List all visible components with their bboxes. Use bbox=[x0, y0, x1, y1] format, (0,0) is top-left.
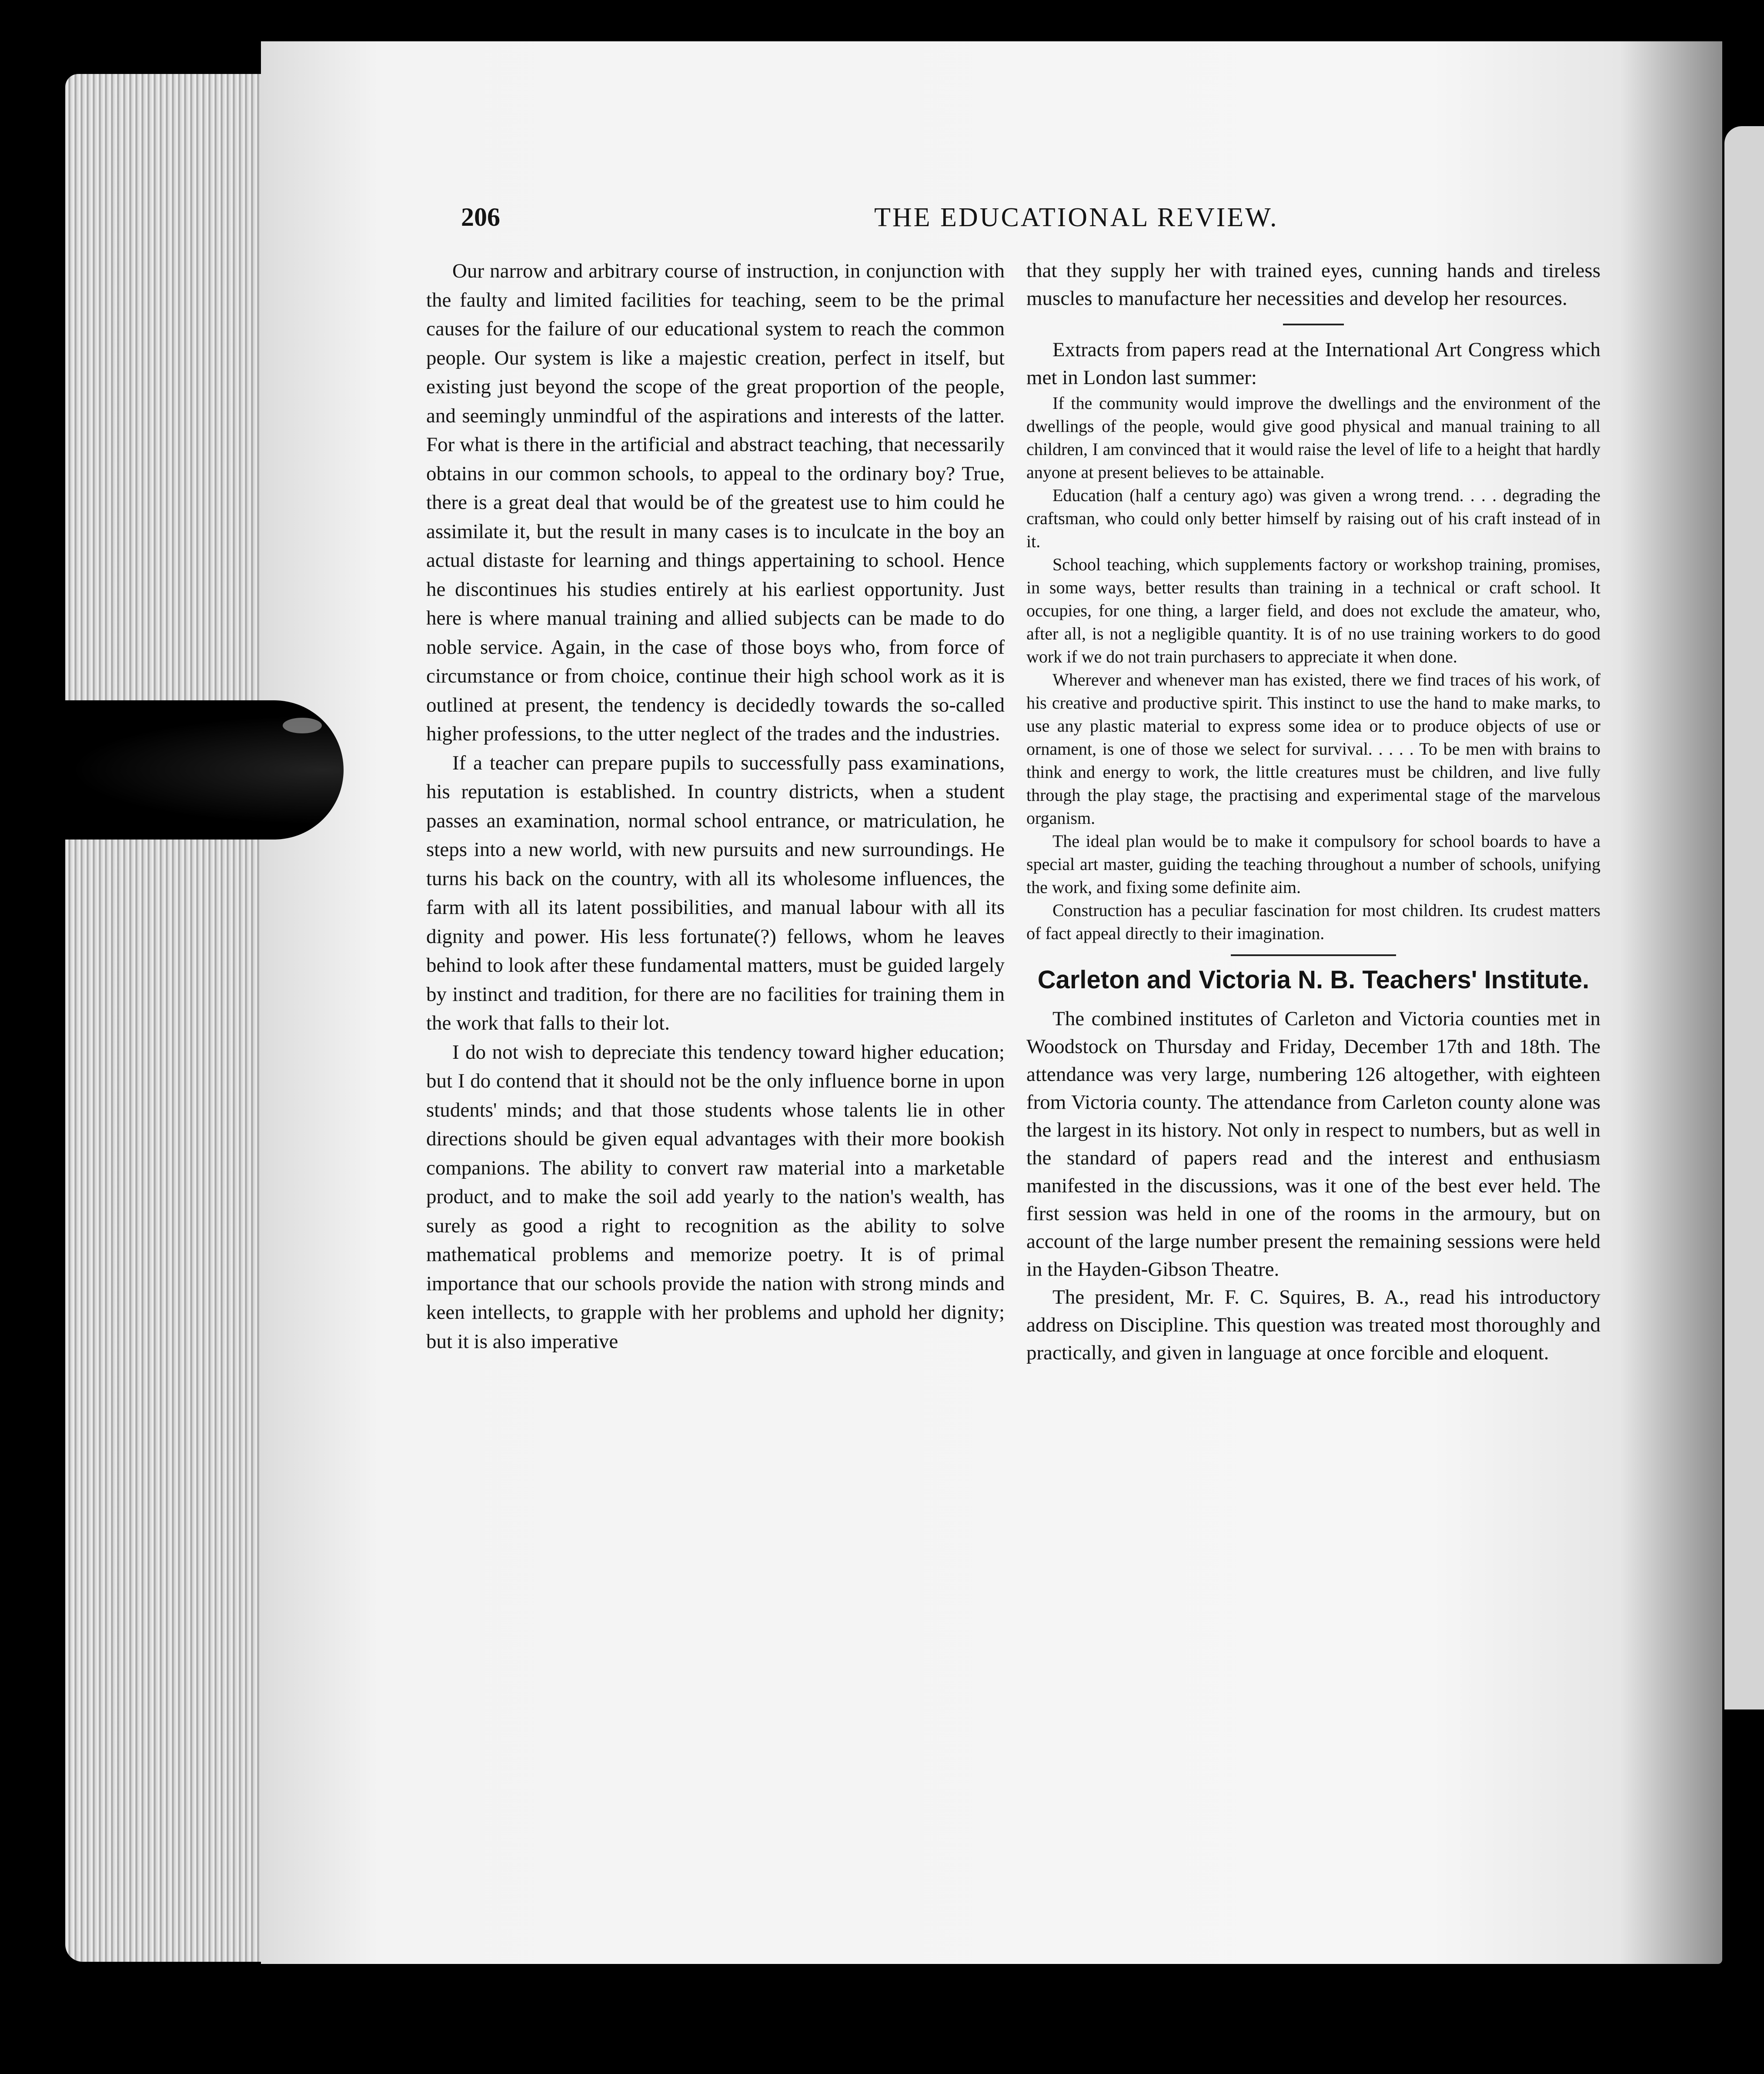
page-header bbox=[461, 198, 1592, 246]
paragraph: I do not wish to depreciate this tendency toward higher education; but I do contend that it should not be the only influence borne in upon students' minds; and that those students whose talents lie in other directions should be given equal advantages with their more bookish companions. The ability to convert raw material into a marketable product, and to make the soil add yearly to the nation's wealth, has surely as good a right to recognition as the ability to solve mathematical problems and memorize poetry. It is of primal importance that our schools provide the nation with strong minds and keen intellects, to grapple with her problems and uphold her dignity; but it is also imperative bbox=[426, 1040, 1005, 1353]
running-title: THE EDUCATIONAL REVIEW. bbox=[874, 203, 1279, 232]
extract-paragraph: The ideal plan would be to make it compulsory for school boards to have a special art master, guiding the teaching throughout a number of schools, unifying the work, and fixing some definite aim. bbox=[1026, 831, 1600, 897]
extract-paragraph: Education (half a century ago) was given a wrong trend. . . . degrading the craftsman, who could only better himself by raising out of his craft instead of in it. bbox=[1026, 485, 1600, 551]
section-heading: Carleton and Victoria N. B. Teachers' Institute. bbox=[1037, 966, 1590, 994]
paragraph: If a teacher can prepare pupils to successfully pass examinations, his reputation is established. In country districts, when a student passes an examination, normal school entrance, or matriculation, he steps into a new world, with new pursuits and new surroundings. He turns his back on the country, with all its wholesome influences, the farm with all its latent possibilities, and manual labour with all its dignity and power. His less fortunate(?) fellows, whom he leaves behind to look after these fundamental matters, must be guided largely by instinct and tradition, for there are no facilities for training them in the work that falls to their lot. bbox=[426, 751, 1005, 1034]
facing-page-edge bbox=[1724, 126, 1764, 1709]
extract-paragraph: If the community would improve the dwellings and the environment of the dwellings of the people, would give good physical and manual training to all children, I am convinced that it would raise the level of life to a height that hardly anyone at present believes to be attainable. bbox=[1026, 393, 1600, 482]
extracts-intro: Extracts from papers read at the International Art Congress which met in London last summer: bbox=[1026, 338, 1600, 389]
book-page-edges bbox=[65, 74, 274, 1962]
left-column bbox=[426, 257, 1005, 1356]
right-column bbox=[1026, 257, 1600, 1367]
page-content bbox=[426, 198, 1600, 1816]
divider bbox=[1283, 324, 1344, 325]
paragraph: Our narrow and arbitrary course of instruction, in conjunction with the faulty and limited facilities for teaching, seem to be the primal causes for the failure of our educational system to reach the common people. Our system is like a majestic creation, perfect in itself, but existing just beyond the scope of the great proportion of the people, and seemingly unmindful of the aspirations and interests of the latter. For what is there in the artificial and abstract teaching, that necessarily obtains in our common schools, to appeal to the ordinary boy? True, there is a great deal that would be of the greatest use to him could he assimilate it, but the result in many cases is to inculcate in the boy an actual distaste for learning and things appertaining to school. Hence he discontinues his studies entirely at his earliest opportunity. Just here is where manual training and allied subjects can be made to do noble service. Again, in the case of those boys who, from force of circumstance or from choice, continue their high school work as it is outlined at present, the tendency is decidedly towards the so-called higher professions, to the utter neglect of the trades and the industries. bbox=[426, 260, 1005, 745]
continued-paragraph: that they supply her with trained eyes, cunning hands and tireless muscles to manufacture her necessities and develop her resources. bbox=[1026, 259, 1600, 310]
binder-clip bbox=[0, 700, 344, 840]
paragraph: The president, Mr. F. C. Squires, B. A., read his introductory address on Discipline. This question was treated most thoroughly and practically, and given in language at once forcible and eloquent. bbox=[1026, 1286, 1600, 1364]
extract-paragraph: School teaching, which supplements factory or workshop training, promises, in some ways, better results than training in a technical or craft school. It occupies, for one thing, a larger field, and does not exclude the amateur, who, after all, is not a negligible quantity. It is of no use training workers to do good work if we do not train purchasers to appreciate it when done. bbox=[1026, 555, 1600, 666]
paragraph: The combined institutes of Carleton and Victoria counties met in Woodstock on Thursday and Friday, December 17th and 18th. The attendance was very large, numbering 126 altogether, with eighteen from Victoria county. The attendance from Carleton county alone was the largest in its history. Not only in respect to numbers, but as well in the standard of papers read and the interest and enthusiasm manifested in the discussions, was it one of the best ever held. The first session was held in one of the rooms in the armoury, but on account of the large number present the remaining sessions were held in the Hayden-Gibson Theatre. bbox=[1026, 1007, 1600, 1281]
extract-paragraph: Construction has a peculiar fascination for most children. Its crudest matters of fact appeal directly to their imagination. bbox=[1026, 900, 1600, 943]
divider bbox=[1231, 954, 1396, 956]
page-number: 206 bbox=[461, 203, 500, 231]
extract-paragraph: Wherever and whenever man has existed, there we find traces of his work, of his creative and productive spirit. This instinct to use the hand to make marks, to use any plastic material to express some idea or to produce objects of use or ornament, is one of those we select for survival. . . . . To be men with brains to think and energy to work, the little creatures must be children, and live fully through the play stage, the practising and experimental stage of the marvelous organism. bbox=[1026, 670, 1600, 828]
